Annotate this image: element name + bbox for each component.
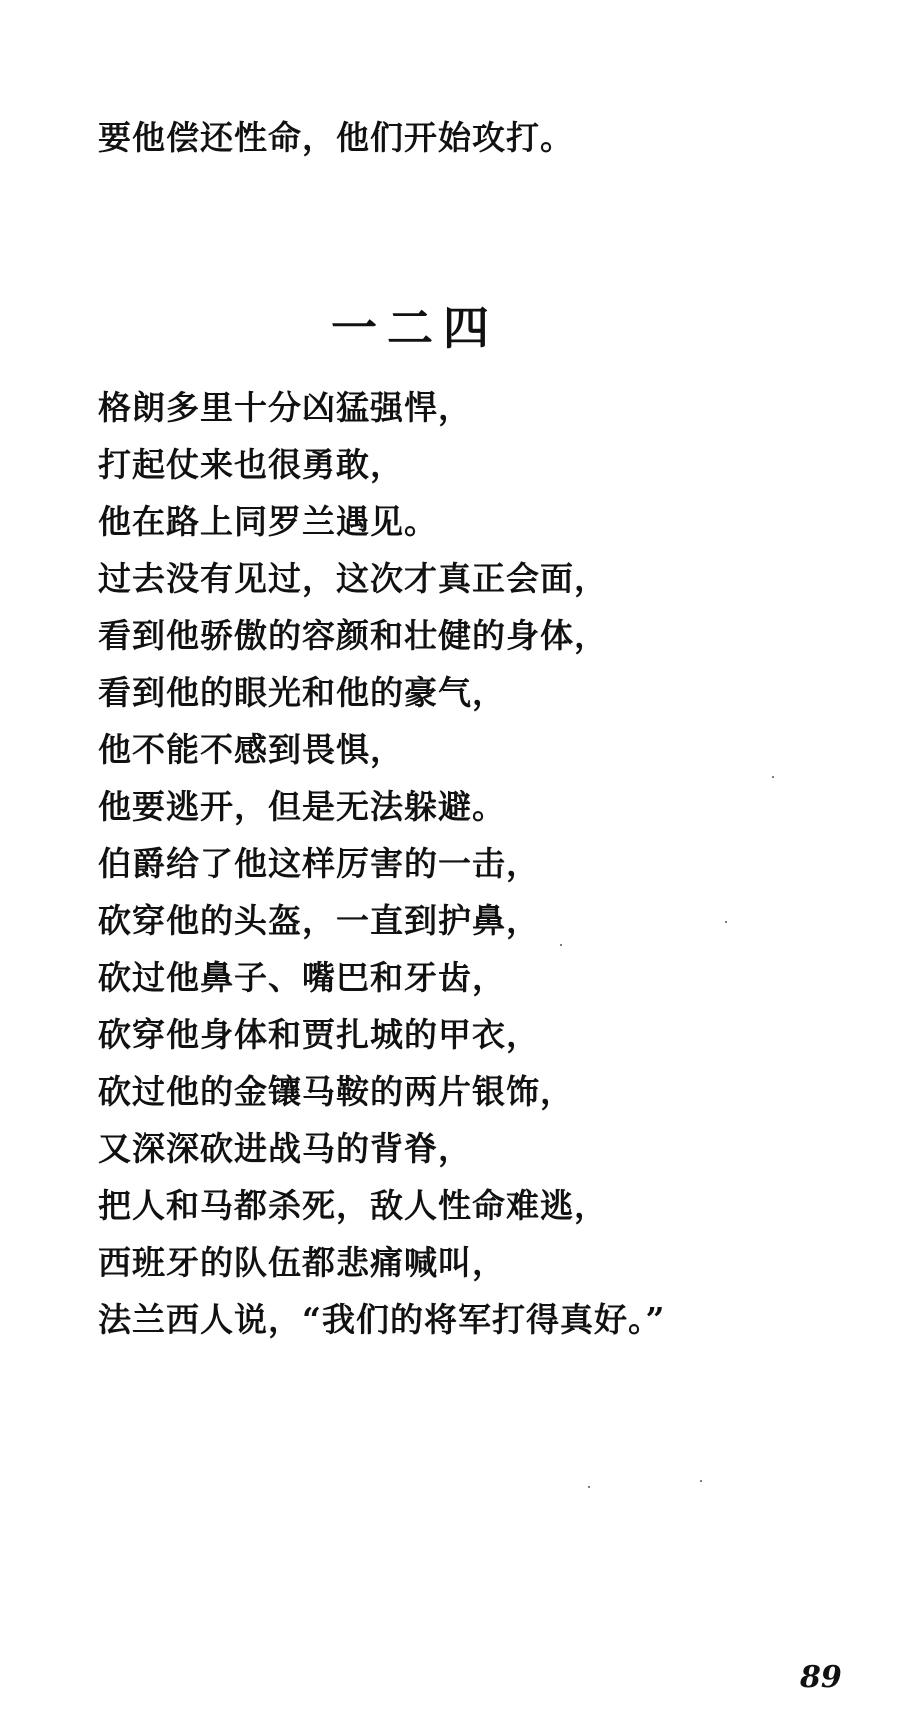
verse-line: 砍过他的金镶马鞍的两片银饰， bbox=[98, 1072, 574, 1111]
stanza-number-heading: 一二四 bbox=[331, 301, 499, 355]
verse-line: 他在路上同罗兰遇见。 bbox=[98, 502, 438, 541]
verse-line: 他不能不感到畏惧， bbox=[98, 730, 404, 769]
verse-line: 他要逃开，但是无法躲避。 bbox=[98, 787, 506, 826]
verse-line: 格朗多里十分凶猛强悍， bbox=[98, 388, 472, 427]
verse-line: 法兰西人说，“我们的将军打得真好。” bbox=[98, 1300, 666, 1339]
verse-line: 看到他的眼光和他的豪气， bbox=[98, 673, 506, 712]
verse-line: 西班牙的队伍都悲痛喊叫， bbox=[98, 1243, 506, 1282]
scan-speck bbox=[560, 944, 562, 946]
scan-speck bbox=[588, 1486, 590, 1488]
verse-line: 又深深砍进战马的背脊， bbox=[98, 1129, 472, 1168]
verse-line: 看到他骄傲的容颜和壮健的身体， bbox=[98, 616, 608, 655]
continued-verse-line: 要他偿还性命，他们开始攻打。 bbox=[98, 118, 574, 157]
verse-line: 砍穿他的头盔，一直到护鼻， bbox=[98, 901, 540, 940]
verse-line: 砍穿他身体和贾扎城的甲衣， bbox=[98, 1015, 540, 1054]
verse-line: 把人和马都杀死，敌人性命难逃， bbox=[98, 1186, 608, 1225]
scan-speck bbox=[772, 776, 774, 778]
page-number: 89 bbox=[800, 1660, 842, 1695]
scan-speck bbox=[700, 1480, 702, 1482]
verse-line: 过去没有见过，这次才真正会面， bbox=[98, 559, 608, 598]
verse-line: 伯爵给了他这样厉害的一击， bbox=[98, 844, 540, 883]
scan-speck bbox=[725, 921, 727, 923]
verse-line: 打起仗来也很勇敢， bbox=[98, 445, 404, 484]
verse-line: 砍过他鼻子、嘴巴和牙齿， bbox=[98, 958, 506, 997]
